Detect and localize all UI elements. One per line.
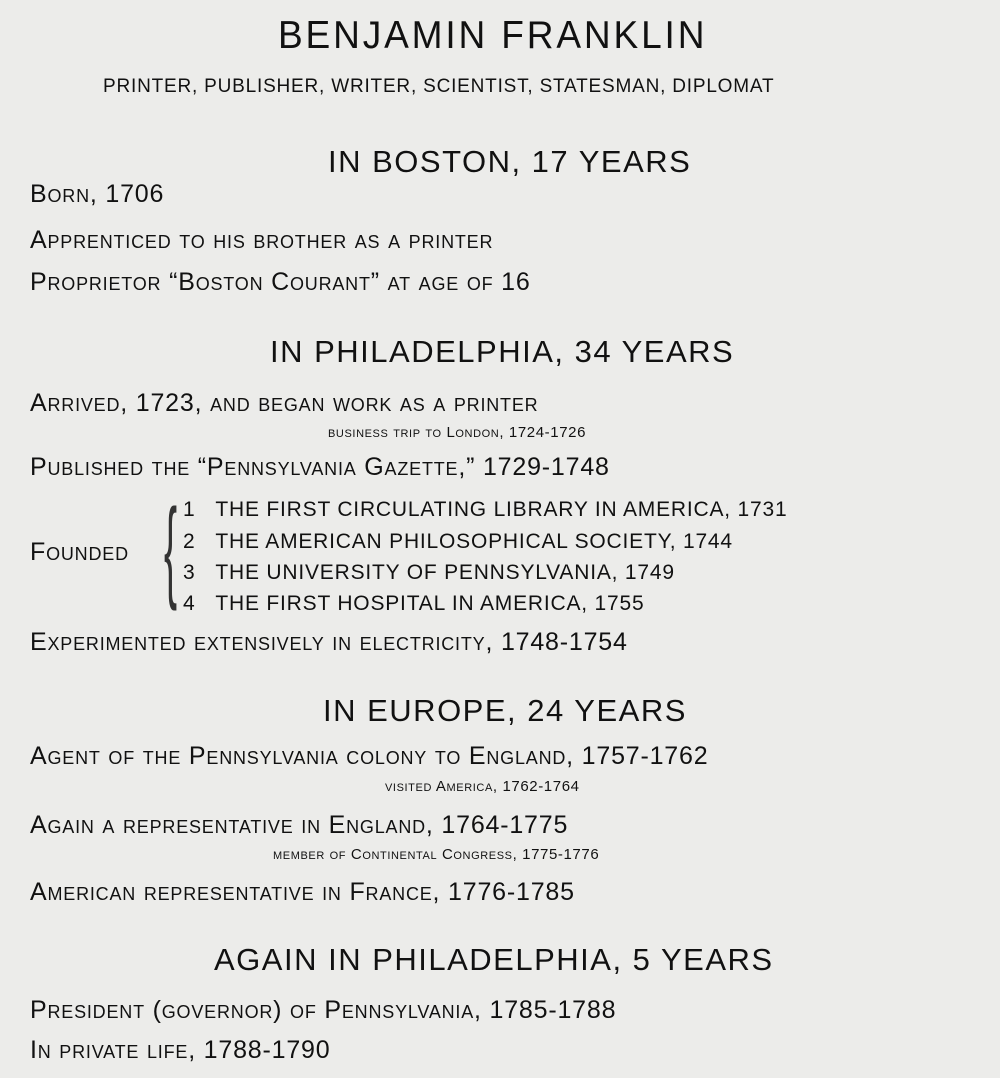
founded-item <box>183 530 733 554</box>
section-heading-boston: IN BOSTON, 17 YEARS <box>328 144 692 179</box>
item-agent: Agent of the Pennsylvania colony to England, 1757-1762 <box>30 742 709 770</box>
founded-text: THE FIRST HOSPITAL IN AMERICA, 1755 <box>215 592 645 615</box>
item-arrived: Arrived, 1723, and began work as a printer <box>30 389 539 417</box>
item-private-life: In private life, 1788-1790 <box>30 1036 331 1064</box>
founded-num: 4 <box>183 592 196 615</box>
item-representative-france: American representative in France, 1776-1785 <box>30 878 575 906</box>
founded-label: Founded <box>30 538 129 566</box>
item-representative-england: Again a representative in England, 1764-1775 <box>30 811 569 839</box>
note-visited-america: visited America, 1762-1764 <box>385 778 580 795</box>
founded-text: THE AMERICAN PHILOSOPHICAL SOCIETY, 1744 <box>215 530 733 553</box>
page-subtitle: PRINTER, PUBLISHER, WRITER, SCIENTIST, STATESMAN, DIPLOMAT <box>103 76 775 97</box>
section-heading-philadelphia: IN PHILADELPHIA, 34 YEARS <box>270 334 735 369</box>
note-business-trip: business trip to London, 1724-1726 <box>328 424 587 441</box>
item-president: President (governor) of Pennsylvania, 1785-1788 <box>30 996 617 1024</box>
page-title: BENJAMIN FRANKLIN <box>278 14 708 57</box>
founded-text: THE UNIVERSITY OF PENNSYLVANIA, 1749 <box>215 561 675 584</box>
founded-item <box>183 498 787 522</box>
founded-text: THE FIRST CIRCULATING LIBRARY IN AMERICA, 1731 <box>215 498 788 521</box>
founded-num: 3 <box>183 561 196 584</box>
item-electricity: Experimented extensively in electricity, 1748-1754 <box>30 628 628 656</box>
brace-icon: { <box>164 486 178 611</box>
item-born: Born, 1706 <box>30 180 165 208</box>
founded-item <box>183 561 675 585</box>
item-proprietor: Proprietor “Boston Courant” at age of 16 <box>30 268 531 296</box>
section-heading-europe: IN EUROPE, 24 YEARS <box>323 693 687 728</box>
item-gazette: Published the “Pennsylvania Gazette,” 1729-1748 <box>30 453 610 481</box>
founded-num: 1 <box>183 498 196 521</box>
note-continental-congress: member of Continental Congress, 1775-1776 <box>273 846 600 863</box>
founded-item <box>183 592 644 616</box>
founded-num: 2 <box>183 530 196 553</box>
item-apprenticed: Apprenticed to his brother as a printer <box>30 226 494 254</box>
section-heading-again-philadelphia: AGAIN IN PHILADELPHIA, 5 YEARS <box>214 942 774 977</box>
